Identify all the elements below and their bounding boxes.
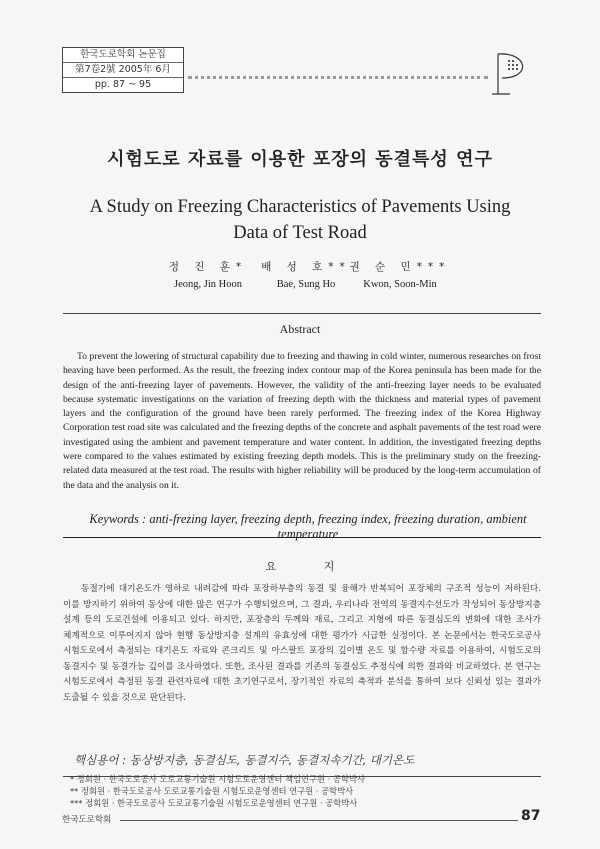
author-3-name-ko: 권 순 민***	[349, 261, 451, 273]
abstract-text: To prevent the lowering of structural capability due to freezing and thawing in cold winter, numerous researches on frost heaving have been performed. As the result, the freezing index contour map of the Korea peninsula has been made for the design of the anti-freezing layer of pavements. However, the validity of the anti-freezing layer needs to be evaluated because systematic investigations on the variation of freezing depth with the thickness and material types of pavement layers and the configuration of the ground have been rarely performed. The freezing index of the Korea Highway Corporation test road site was calculated and the freezing depths of the concrete and asphalt pavements of the test road were investigated using the ambient and pavement temperature and water content. In addition, the investigated freezing depths were compared to the values estimated by existing freezing depth models. This is the preliminary study on the freezing-related data measured at the test road. The results with higher reliability will be produced by the long-term accumulation of the data and the analysis on it.	[63, 351, 541, 491]
author-2-name-ko: 배 성 호**	[261, 261, 351, 273]
author-3	[340, 259, 460, 290]
abstract-heading: Abstract	[279, 322, 321, 336]
author-1-name-en: Jeong, Jin Hoon	[174, 279, 242, 290]
author-3-name-en: Kwon, Soon-Min	[363, 279, 437, 290]
footnote-3: *** 정회원 · 한국도로공사 도로교통기술원 시험도로운영센터 연구원 · 공학박사	[70, 798, 358, 808]
road-logo-icon	[488, 48, 538, 100]
journal-volume-issue: 第7卷2號 2005年 6月	[63, 63, 183, 78]
keywords-english: Keywords : anti-frezing layer, freezing depth, freezing index, freezing duration, ambient temperature	[89, 512, 527, 541]
keywords-korean: 핵심용어 : 동상방지층, 동결심도, 동결지수, 동결지속기간, 대기온도	[74, 753, 415, 767]
journal-info-box	[62, 47, 184, 93]
summary-heading: 요 지	[265, 560, 357, 573]
author-1-name-ko: 정 진 훈*	[168, 261, 248, 273]
paper-title-korean: 시험도로 자료를 이용한 포장의 동결특성 연구	[107, 149, 493, 170]
abstract-bottom-rule	[63, 537, 541, 538]
journal-name: 한국도로학회 논문집	[63, 48, 183, 63]
header-dotted-line	[188, 76, 488, 79]
journal-pages: pp. 87 ~ 95	[94, 79, 152, 90]
footer-line	[120, 820, 518, 821]
footer-society: 한국도로학회	[62, 815, 112, 825]
author-2-name-en: Bae, Sung Ho	[276, 279, 336, 290]
footnote-2: ** 정회원 · 한국도로공사 도로교통기술원 시험도로운영센터 연구원 · 공학박사	[70, 786, 354, 796]
page-number: 87	[521, 808, 541, 824]
abstract-top-rule	[63, 313, 541, 314]
summary-text: 동절기에 대기온도가 영하로 내려감에 따라 포장하부층의 동결 및 융해가 반복되어 포장체의 구조적 성능이 저하된다. 이를 방지하기 위하여 동상에 대한 많은 연구가 수행되었으며, 그 결과, 우리나라 전역의 동결지수선도가 작성되어 동상방지층 설계 등의 도로건설에 이용되고 있다. 하지만, 포장층의 두께와 재료, 그리고 지형에 따른 동결심도의 변화에 대한 조사가 체계적으로 이루어지지 않아 현행 동상방지층 설계의 유효성에 대한 평가가 시급한 실정이다. 본 논문에서는 한국도로공사 시험도로에서 측정되는 대기온도 자료와 콘크리트 및 아스팔트 포장의 깊이별 온도 및 함수량 자료를 이용하여, 시험도로의 동결지수 및 동결가능 깊이를 조사하였다. 또한, 조사된 결과를 기존의 동결심도 추정식에 의한 결과와 비교하였다. 본 연구는 시험도로에서 측정된 동결 관련자료에 대한 초기연구로서, 장기적인 자료의 축적과 분석을 통하여 보다 신뢰성 있는 결과가 도출될 수 있을 것으로 판단된다.	[63, 584, 541, 703]
footnote-1: * 정회원 · 한국도로공사 도로교통기술원 시험도로운영센터 책임연구원 · 공학박사	[70, 774, 366, 784]
paper-title-english: A Study on Freezing Characteristics of Pavements Using Data of Test Road	[89, 197, 511, 243]
